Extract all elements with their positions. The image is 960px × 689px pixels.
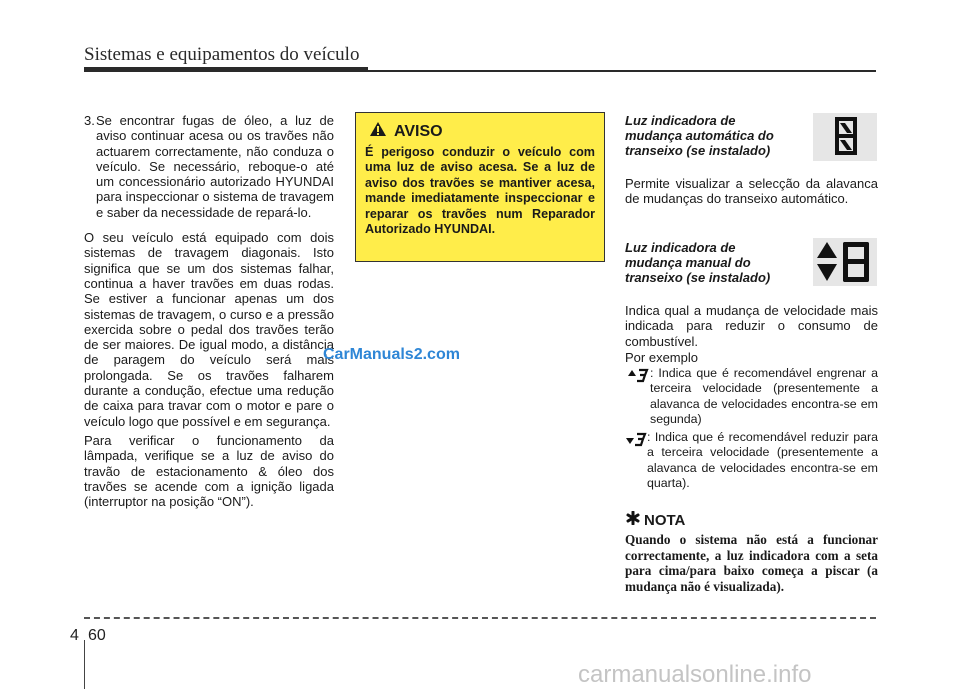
footer-vertical-rule <box>84 640 85 689</box>
left-column <box>84 113 334 513</box>
list-number: 3. <box>84 113 95 128</box>
chapter-number: 4 <box>70 627 79 644</box>
section-auto-indicator-body: Permite visualizar a selecção da alavanca de mudanças do transeixo automático. <box>625 176 878 207</box>
list-text: Se encontrar fugas de óleo, a luz de aviso continuar acesa ou os travões não actuarem correctamente, não conduza o veículo. Se necessário, reboque-o até um concessionário autorizado HYUNDAI para inspeccionar o sistema de travagem e saber da necessidade de repará-lo. <box>96 113 334 220</box>
note-header <box>626 511 685 529</box>
warning-triangle-icon <box>369 121 387 142</box>
example-downshift-text: : Indica que é recomendável reduzir para a terceira velocidade (presentemente a alavanca de velocidades encontra-se em quarta). <box>647 430 878 490</box>
warning-box <box>355 112 605 262</box>
paragraph-lamp-check: Para verificar o funcionamento da lâmpada, verifique se a luz de aviso do travão de estacionamento & óleo dos travões se acende com a ignição ligada (interruptor na posição “ON”). <box>84 432 334 510</box>
watermark-bottom: carmanualsonline.info <box>578 661 812 688</box>
example-upshift-text: : Indica que é recomendável engrenar a terceira velocidade (presentemente a alavanca de velocidades encontra-se em segunda) <box>650 366 878 426</box>
watermark-site: CarManuals2.com <box>323 346 460 363</box>
note-star-icon <box>626 511 640 529</box>
footer-dashed-rule <box>84 617 876 619</box>
up-arrow-3-icon <box>628 367 650 388</box>
example-label: Por exemplo <box>625 350 698 365</box>
warning-header <box>369 121 595 142</box>
note-title: NOTA <box>644 511 686 529</box>
note-text: Quando o sistema não está a funcionar correctamente, a luz indicadora com a seta para cima/para baixo começa a piscar (a mudança não é visualizada). <box>625 532 878 594</box>
section-manual-indicator-title: Luz indicadora de mudança manual do transeixo (se instalado) <box>625 240 771 285</box>
paragraph-dual-brake: O seu veículo está equipado com dois sistemas de travagem diagonais. Isto significa que se um dos sistemas falhar, continua a haver travões em duas rodas. Se estiver a funcionar apenas um dos sistemas de travagem, o curso e a pressão exercida sobre o pedal dos travões terão de ser maiores. De igual modo, a distância de paragem do veículo será mais prolongada. Se os travões falharem durante a condução, efectue uma redução de caixa para travar com o motor e pare o veículo logo que possível e em segurança. <box>84 230 334 429</box>
header-rule-thin <box>368 70 876 72</box>
page-number: 60 <box>88 627 106 644</box>
shift-arrows-digit-icon <box>813 238 877 286</box>
warning-text: É perigoso conduzir o veículo com uma luz de aviso acesa. Se a luz de aviso dos travões se mantiver acesa, mande imediatamente inspeccionar e reparar os travões num Reparador Autorizado HYUNDAI. <box>365 145 595 237</box>
header-title: Sistemas e equipamentos do veículo <box>84 44 360 65</box>
section-auto-indicator-title: Luz indicadora de mudança automática do transeixo (se instalado) <box>625 113 774 158</box>
list-item-3 <box>84 113 334 220</box>
header-rule-thick <box>84 67 368 72</box>
gear-digit-icon <box>813 113 877 161</box>
down-arrow-3-icon <box>626 431 648 452</box>
section-manual-indicator-body: Indica qual a mudança de velocidade mais indicada para reduzir o consumo de combustível. <box>625 303 878 349</box>
warning-title: AVISO <box>394 122 443 140</box>
